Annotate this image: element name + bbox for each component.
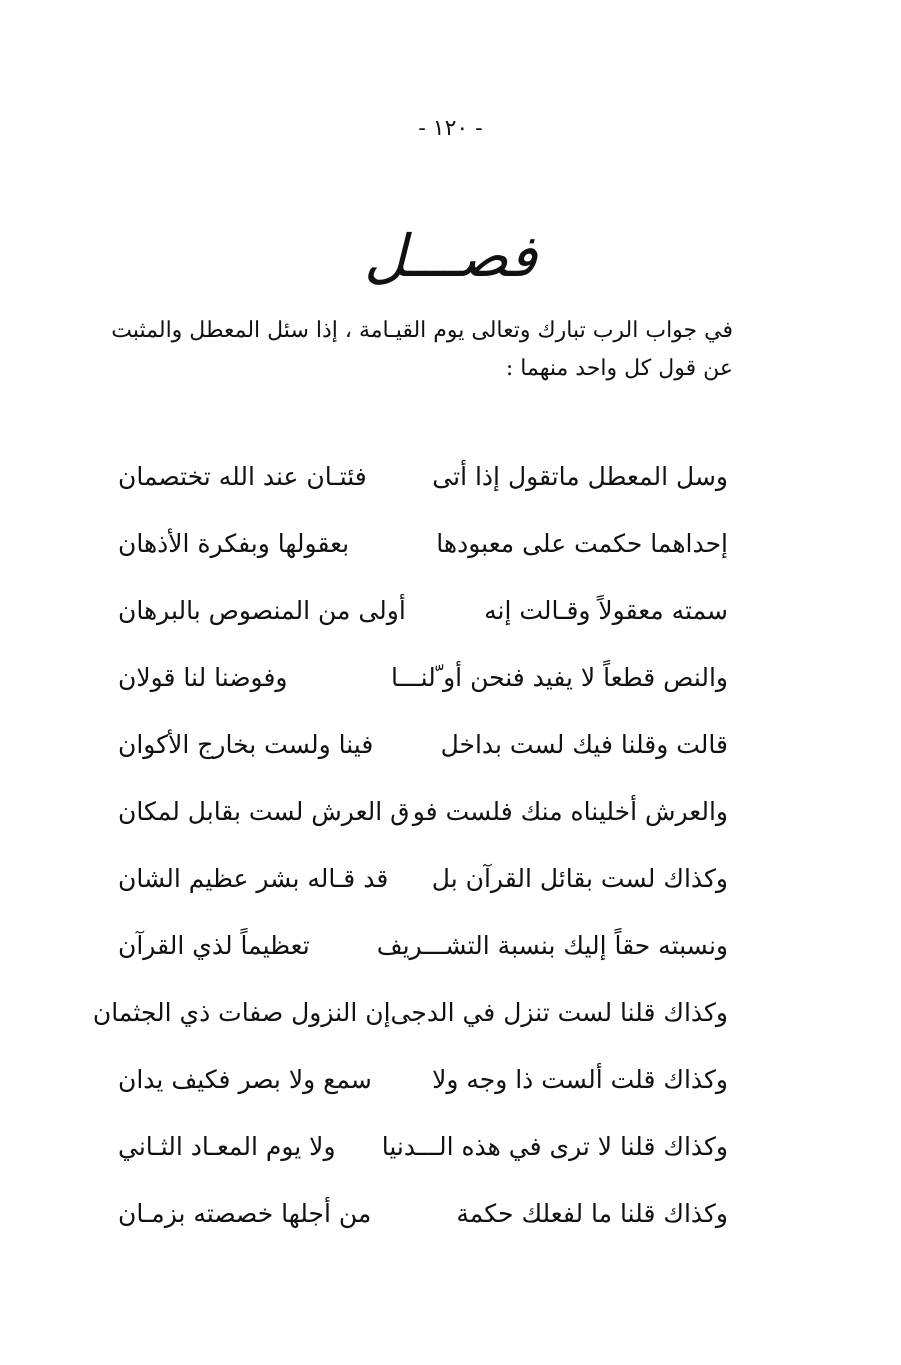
verse-second-hemistich: إن النزول صفات ذي الجثمان bbox=[92, 998, 391, 1027]
verse bbox=[118, 1132, 728, 1190]
verse-first-hemistich: وكذاك قلنا لا ترى في هذه الـــدنيا bbox=[381, 1132, 728, 1161]
verse-first-hemistich: وكذاك قلت ألست ذا وجه ولا bbox=[432, 1065, 728, 1094]
verse bbox=[118, 1065, 728, 1123]
verse bbox=[92, 998, 728, 1056]
verse-second-hemistich: فينا ولست بخارج الأكوان bbox=[118, 730, 374, 759]
verse bbox=[118, 730, 728, 788]
verse-first-hemistich: ونسبته حقاً إليك بنسبة التشـــريف bbox=[376, 931, 728, 960]
poem bbox=[92, 462, 728, 1266]
verse bbox=[118, 1199, 728, 1257]
verse-first-hemistich: والعرش أخليناه منك فلست فو bbox=[412, 797, 728, 826]
verse-second-hemistich: ق العرش لست بقابل لمكان bbox=[118, 797, 410, 826]
verse bbox=[118, 663, 728, 721]
verse-second-hemistich: أولى من المنصوص بالبرهان bbox=[118, 596, 406, 625]
verse-first-hemistich: سمته معقولاً وقـالت إنه bbox=[484, 596, 728, 625]
verse-first-hemistich: قالت وقلنا فيك لست بداخل bbox=[440, 730, 728, 759]
verse-first-hemistich: إحداهما حكمت على معبودها bbox=[436, 529, 728, 558]
intro-paragraph bbox=[93, 312, 733, 388]
verse bbox=[118, 931, 728, 989]
verse-first-hemistich: وكذاك قلنا ما لفعلك حكمة bbox=[456, 1199, 728, 1228]
verse-second-hemistich: بعقولها وبفكرة الأذهان bbox=[118, 529, 350, 558]
verse-first-hemistich: وكذاك لست بقائل القرآن بل bbox=[431, 864, 728, 893]
verse bbox=[118, 596, 728, 654]
verse-second-hemistich: وفوضنا لنا قولان bbox=[118, 663, 288, 692]
verse-second-hemistich: من أجلها خصصته بزمـان bbox=[118, 1199, 372, 1228]
page-number: - ١٢٠ - bbox=[418, 116, 483, 141]
verse-second-hemistich: تعظيماً لذي القرآن bbox=[118, 931, 310, 960]
verse-first-hemistich: وكذاك قلنا لست تنزل في الدجى bbox=[390, 998, 728, 1027]
verse-second-hemistich: سمع ولا بصر فكيف يدان bbox=[118, 1065, 372, 1094]
verse-second-hemistich: ولا يوم المعـاد الثـاني bbox=[118, 1132, 336, 1161]
verse-first-hemistich: والنص قطعاً لا يفيد فنحن أو ّلنـــا bbox=[391, 663, 728, 692]
verse-second-hemistich: فئتـان عند الله تختصمان bbox=[118, 462, 367, 491]
verse bbox=[118, 529, 728, 587]
intro-line: عن قول كل واحد منهما : bbox=[505, 356, 733, 381]
intro-line: في جواب الرب تبارك وتعالى يوم القيـامة ، إذا سئل المعطل والمثبت bbox=[111, 318, 733, 343]
verse bbox=[118, 462, 728, 520]
verse bbox=[118, 864, 728, 922]
section-title: فصـــل bbox=[364, 222, 537, 290]
verse bbox=[118, 797, 728, 855]
verse-second-hemistich: قد قـاله بشر عظيم الشان bbox=[118, 864, 389, 893]
verse-first-hemistich: وسل المعطل ماتقول إذا أتى bbox=[432, 462, 728, 491]
